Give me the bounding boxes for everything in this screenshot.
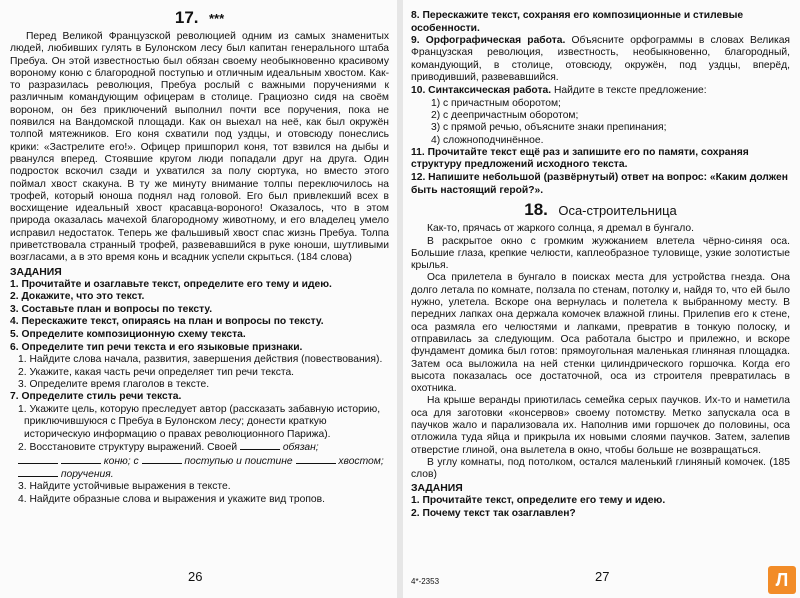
- text-18-title: [411, 202, 790, 219]
- task-item-10: 7. Определите стиль речи текста.: [10, 391, 182, 403]
- task-item-1: 8. Перескажите текст, сохраняя его композиционные и стилевые особенности.: [411, 10, 744, 34]
- right-page: [403, 0, 800, 598]
- paragraph: В углу комнаты, под потолком, остался маленький глиняный комочек. (185 слов): [411, 456, 790, 481]
- task-item-7: 1. Найдите слова начала, развития, завершения действия (повествования).: [18, 354, 383, 366]
- page-number: 26: [188, 569, 203, 584]
- syntax-subitem: 3) с прямой речью, объясните знаки препинания;: [431, 122, 667, 134]
- orthography-task: [411, 35, 790, 84]
- text-number: 17.: [174, 8, 199, 27]
- blank: [240, 441, 280, 450]
- left-column: [10, 10, 389, 506]
- task-item-2: 2. Докажите, что это текст.: [10, 291, 145, 303]
- task-list-mid: [411, 147, 790, 197]
- blank: [18, 455, 58, 464]
- paragraph: Как-то, прячась от жаркого солнца, я дремал в бунгало.: [427, 223, 694, 235]
- syntax-subitems: [411, 98, 790, 147]
- blank: [142, 455, 182, 464]
- tasks-header: ЗАДАНИЯ: [411, 483, 463, 495]
- task-item-2: 4. Найдите образные слова и выражения и укажите вид тропов.: [18, 493, 325, 505]
- text-17-body: Перед Великой Французской революцией одним из самых знаменитых людей, любивших гулять в Булонском лесу был капитан генерального штаба Пребуа. Он этой известностью был обязан своему необыкновенно красивому вороному коню с благородной поступью и отличным идеальным хвостом. Как-то разразилась революция, Пребуа рослый с важными поручениями к различным командующим офицерам в столице. Грациозно сидя на своём вороном, он без приключений выполнил почти все поручения, пока не появился на Вандомской площади. Как он выехал на неё, как был окружён толпой мятежников. Его коня схватили под уздцы, и отовсюду понеслись крики: «Застрелите его!». Офицер пришпорил коня, тот взвился на дыбы и рванулся вперед. Стоявшие кругом люди попадали друг на друга. Один подросток вскочил сзади и ухватился за полу сюртука, но вместо этого поймал хвост скакуна. В ту же минуту внимание толпы переключилось на трофей, который юноша поднял над головой. Его был привлекший всех в восхищение идеальный хвост красавца-вороного! Оказалось, что в этом природа оказалась мачехой благородному животному, и его владелец умело исправил недостаток. Теперь же фальшивый хвост спас жизнь Пребуа. Толпа приветствовала странный трофей, развевавшийся в руке юноши, шутливыми возгласами, а в это время конь и всадник успели скрыться. (184 слова): [10, 31, 389, 264]
- task-list: [411, 495, 790, 520]
- task-item-1: 11. Прочитайте текст ещё раз и запишите его по памяти, сохраняя структуру предложений исходного текста.: [411, 146, 749, 171]
- task-item-2: 12. Напишите небольшой (развёрнутый) ответ на вопрос: «Каким должен быть настоящий герой?».: [411, 172, 788, 196]
- paragraph: На крыше веранды приютилась семейка серых паучков. Их-то и наметила оса для заготовки «консервов» своему потомству. Метко запускала оса в паучков жало и парализовала их. Наполнив ими горшочек до половины, оса отложила туда яйца и прикрыла их новыми слоями паучков. Затем, залепив отверстие глиной, она вылетела в окно, чтобы больше не возвращаться.: [411, 395, 790, 456]
- syntax-subitem: 4) сложноподчинённое.: [431, 134, 544, 146]
- blank-word: хвостом;: [338, 455, 384, 467]
- blank-word: обязан;: [279, 442, 319, 454]
- paragraph: В раскрытое окно с громким жужжанием влетела чёрно-синяя оса. Большие глаза, крепкие челюсти, каплеобразное туловище, узкие золотистые крылья.: [411, 235, 790, 272]
- syntax-text: Найдите в тексте предложение:: [551, 85, 707, 97]
- task-list-continued: [10, 481, 389, 506]
- right-column: [411, 10, 790, 521]
- blank: [18, 468, 58, 477]
- task-item-6: 6. Определите тип речи текста и его языковые признаки.: [10, 341, 303, 353]
- task-item-3: 3. Составьте план и вопросы по тексту.: [10, 303, 213, 315]
- text-17-title: [10, 10, 389, 27]
- tasks-header: ЗАДАНИЯ: [10, 266, 62, 278]
- blank-word: коню; с: [103, 455, 139, 467]
- task-item-5: 5. Определите композиционную схему текста.: [10, 329, 246, 341]
- text-18-body: [411, 223, 790, 481]
- blank: [296, 455, 336, 464]
- blank-word: поручения.: [60, 469, 114, 481]
- title-stars: ***: [208, 11, 225, 26]
- structure-blanks: [10, 455, 389, 482]
- task-item-12: 2. Восстановите структуру выражений. Своей обязан;: [18, 442, 319, 454]
- task-item-8: 2. Укажите, какая часть речи определяет тип речи текста.: [18, 366, 295, 378]
- task-item-4: 4. Перескажите текст, опираясь на план и вопросы по тексту.: [10, 316, 324, 328]
- syntax-subitem: 2) с деепричастным оборотом;: [431, 109, 579, 121]
- task-item-1: 3. Найдите устойчивые выражения в тексте.: [18, 481, 231, 493]
- publisher-logo-icon: Л: [768, 566, 796, 594]
- blank-word: поступью и поистине: [184, 455, 293, 467]
- text-title: Оса-строительница: [558, 203, 677, 219]
- task-item-11: 1. Укажите цель, которую преследует автор (рассказать забавную историю, приключившуюся с Пребуа в Булонском лесу; донести краткую историческую информацию о правах революционного Парижа).: [18, 404, 381, 440]
- blank: [61, 455, 101, 464]
- task-item-1: 1. Прочитайте текст, определите его тему и идею.: [411, 495, 666, 507]
- syntax-lead: 10. Синтаксическая работа.: [411, 85, 552, 97]
- orthography-lead: 9. Орфографическая работа.: [411, 35, 566, 47]
- paragraph: Оса прилетела в бунгало в поисках места для устройства гнезда. Она долго летала по комнате, ползала по стенам, потолку и, найдя то, что ей было нужно, улетела. Вскоре она вернулась и полетела к выбранному месту. В передних лапках она держала комочек влажной глины. Прилепив его к стене, оса размяла его челюстями и лапками, превратив в тонкую полоску, и отправилась за следующим. Оса работала быстро и прилежно, и вскоре фундамент домика был готов: прямоугольная маленькая глиняная площадка. Затем оса выложила на ней стенки цилиндрического горшочка. Когда его высота показалась осе достаточной, оса из строителя превратилась в охотника.: [411, 272, 790, 395]
- task-item-1: 1. Прочитайте и озаглавьте текст, определите его тему и идею.: [10, 278, 332, 290]
- text-number: 18.: [524, 200, 548, 220]
- task-item-2: 2. Почему текст так озаглавлен?: [411, 508, 576, 520]
- task-list: [10, 279, 389, 455]
- task-item-9: 3. Определите время глаголов в тексте.: [18, 379, 210, 391]
- print-code: 4*-2353: [411, 577, 440, 586]
- syntax-subitem: 1) с причастным оборотом;: [431, 97, 561, 109]
- task-list-top: [411, 10, 790, 35]
- left-page: [0, 0, 397, 598]
- orthography-text: Объясните орфограммы в словах Великая Французская революция, известность, необыкновенно, благородный, командующий, в столице, отовсюду, окружён, под уздцы, вперёд, приводивший, развевавшийся.: [411, 35, 790, 84]
- page-number: 27: [595, 569, 610, 584]
- syntax-task: [411, 85, 790, 97]
